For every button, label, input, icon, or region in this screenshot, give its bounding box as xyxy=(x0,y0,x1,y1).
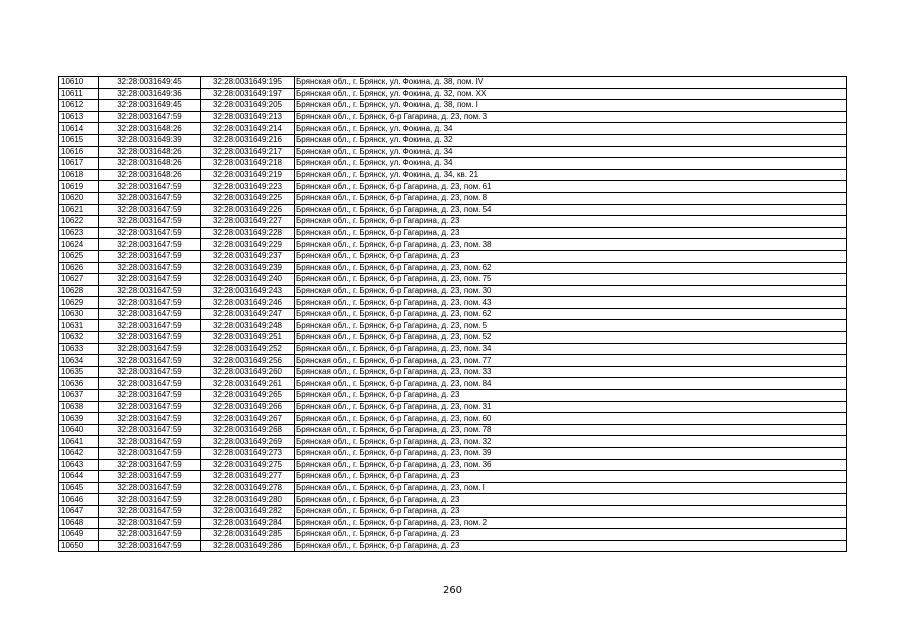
address-cell: Брянская обл., г. Брянск, б-р Гагарина, д. 23, пом. 5 xyxy=(295,320,847,332)
row-number-cell: 10632 xyxy=(59,332,99,344)
address-cell: Брянская обл., г. Брянск, б-р Гагарина, д. 23, пом. 39 xyxy=(295,448,847,460)
cadastral-number-cell: 32:28:0031649:225 xyxy=(201,192,295,204)
cadastral-number-cell: 32:28:0031649:237 xyxy=(201,250,295,262)
table-row xyxy=(59,482,847,494)
cadastral-registry-table xyxy=(58,76,847,552)
row-number-cell: 10631 xyxy=(59,320,99,332)
cadastral-number-cell: 32:28:0031649:277 xyxy=(201,471,295,483)
row-number-cell: 10627 xyxy=(59,274,99,286)
row-number-cell: 10621 xyxy=(59,204,99,216)
address-cell: Брянская обл., г. Брянск, б-р Гагарина, д. 23, пом. 84 xyxy=(295,378,847,390)
cadastral-number-cell: 32:28:0031649:256 xyxy=(201,355,295,367)
cadastral-number-cell: 32:28:0031649:265 xyxy=(201,390,295,402)
table-row xyxy=(59,192,847,204)
table-row xyxy=(59,239,847,251)
parent-cadastral-number-cell: 32:28:0031649:45 xyxy=(99,77,201,89)
parent-cadastral-number-cell: 32:28:0031649:45 xyxy=(99,100,201,112)
address-cell: Брянская обл., г. Брянск, ул. Фокина, д. 34 xyxy=(295,158,847,170)
row-number-cell: 10622 xyxy=(59,216,99,228)
cadastral-number-cell: 32:28:0031649:226 xyxy=(201,204,295,216)
parent-cadastral-number-cell: 32:28:0031647:59 xyxy=(99,471,201,483)
address-cell: Брянская обл., г. Брянск, б-р Гагарина, д. 23, пом. 54 xyxy=(295,204,847,216)
address-cell: Брянская обл., г. Брянск, б-р Гагарина, д. 23, пом. 78 xyxy=(295,424,847,436)
parent-cadastral-number-cell: 32:28:0031647:59 xyxy=(99,436,201,448)
table-row xyxy=(59,459,847,471)
row-number-cell: 10646 xyxy=(59,494,99,506)
table-row xyxy=(59,517,847,529)
address-cell: Брянская обл., г. Брянск, б-р Гагарина, д. 23 xyxy=(295,390,847,402)
parent-cadastral-number-cell: 32:28:0031648:26 xyxy=(99,123,201,135)
cadastral-number-cell: 32:28:0031649:280 xyxy=(201,494,295,506)
row-number-cell: 10648 xyxy=(59,517,99,529)
table-row xyxy=(59,204,847,216)
parent-cadastral-number-cell: 32:28:0031647:59 xyxy=(99,239,201,251)
parent-cadastral-number-cell: 32:28:0031647:59 xyxy=(99,459,201,471)
address-cell: Брянская обл., г. Брянск, б-р Гагарина, д. 23, пом. 36 xyxy=(295,459,847,471)
table-row xyxy=(59,250,847,262)
cadastral-number-cell: 32:28:0031649:285 xyxy=(201,529,295,541)
row-number-cell: 10640 xyxy=(59,424,99,436)
table-row xyxy=(59,494,847,506)
cadastral-number-cell: 32:28:0031649:217 xyxy=(201,146,295,158)
parent-cadastral-number-cell: 32:28:0031647:59 xyxy=(99,448,201,460)
cadastral-number-cell: 32:28:0031649:216 xyxy=(201,134,295,146)
table-row xyxy=(59,146,847,158)
row-number-cell: 10619 xyxy=(59,181,99,193)
cadastral-number-cell: 32:28:0031649:252 xyxy=(201,343,295,355)
row-number-cell: 10626 xyxy=(59,262,99,274)
parent-cadastral-number-cell: 32:28:0031647:59 xyxy=(99,111,201,123)
parent-cadastral-number-cell: 32:28:0031647:59 xyxy=(99,401,201,413)
table-row xyxy=(59,181,847,193)
row-number-cell: 10633 xyxy=(59,343,99,355)
table-row xyxy=(59,366,847,378)
address-cell: Брянская обл., г. Брянск, ул. Фокина, д. 34, кв. 21 xyxy=(295,169,847,181)
table-row xyxy=(59,274,847,286)
row-number-cell: 10624 xyxy=(59,239,99,251)
row-number-cell: 10650 xyxy=(59,540,99,552)
table-row xyxy=(59,88,847,100)
address-cell: Брянская обл., г. Брянск, б-р Гагарина, д. 23 xyxy=(295,505,847,517)
row-number-cell: 10641 xyxy=(59,436,99,448)
address-cell: Брянская обл., г. Брянск, б-р Гагарина, д. 23, пом. 31 xyxy=(295,401,847,413)
table-row xyxy=(59,285,847,297)
row-number-cell: 10613 xyxy=(59,111,99,123)
table-row xyxy=(59,355,847,367)
parent-cadastral-number-cell: 32:28:0031647:59 xyxy=(99,308,201,320)
parent-cadastral-number-cell: 32:28:0031647:59 xyxy=(99,262,201,274)
parent-cadastral-number-cell: 32:28:0031647:59 xyxy=(99,320,201,332)
address-cell: Брянская обл., г. Брянск, б-р Гагарина, д. 23, пом. 52 xyxy=(295,332,847,344)
parent-cadastral-number-cell: 32:28:0031647:59 xyxy=(99,204,201,216)
cadastral-number-cell: 32:28:0031649:229 xyxy=(201,239,295,251)
row-number-cell: 10629 xyxy=(59,297,99,309)
row-number-cell: 10644 xyxy=(59,471,99,483)
cadastral-number-cell: 32:28:0031649:251 xyxy=(201,332,295,344)
table-row xyxy=(59,134,847,146)
table-row xyxy=(59,401,847,413)
cadastral-number-cell: 32:28:0031649:213 xyxy=(201,111,295,123)
cadastral-number-cell: 32:28:0031649:214 xyxy=(201,123,295,135)
table-row xyxy=(59,540,847,552)
table-row xyxy=(59,413,847,425)
cadastral-number-cell: 32:28:0031649:195 xyxy=(201,77,295,89)
address-cell: Брянская обл., г. Брянск, ул. Фокина, д. 32 xyxy=(295,134,847,146)
parent-cadastral-number-cell: 32:28:0031647:59 xyxy=(99,192,201,204)
table-row xyxy=(59,169,847,181)
parent-cadastral-number-cell: 32:28:0031647:59 xyxy=(99,274,201,286)
row-number-cell: 10642 xyxy=(59,448,99,460)
parent-cadastral-number-cell: 32:28:0031647:59 xyxy=(99,355,201,367)
parent-cadastral-number-cell: 32:28:0031648:26 xyxy=(99,158,201,170)
row-number-cell: 10618 xyxy=(59,169,99,181)
address-cell: Брянская обл., г. Брянск, ул. Фокина, д. 32, пом. XX xyxy=(295,88,847,100)
row-number-cell: 10645 xyxy=(59,482,99,494)
table-row xyxy=(59,158,847,170)
table-row xyxy=(59,111,847,123)
parent-cadastral-number-cell: 32:28:0031647:59 xyxy=(99,378,201,390)
cadastral-number-cell: 32:28:0031649:275 xyxy=(201,459,295,471)
address-cell: Брянская обл., г. Брянск, ул. Фокина, д. 38, пом. IV xyxy=(295,77,847,89)
cadastral-number-cell: 32:28:0031649:278 xyxy=(201,482,295,494)
address-cell: Брянская обл., г. Брянск, б-р Гагарина, д. 23, пом. 3 xyxy=(295,111,847,123)
cadastral-number-cell: 32:28:0031649:261 xyxy=(201,378,295,390)
cadastral-number-cell: 32:28:0031649:219 xyxy=(201,169,295,181)
table-row xyxy=(59,332,847,344)
row-number-cell: 10617 xyxy=(59,158,99,170)
table-row xyxy=(59,448,847,460)
table-row xyxy=(59,320,847,332)
cadastral-number-cell: 32:28:0031649:239 xyxy=(201,262,295,274)
row-number-cell: 10610 xyxy=(59,77,99,89)
parent-cadastral-number-cell: 32:28:0031647:59 xyxy=(99,517,201,529)
table-row xyxy=(59,424,847,436)
row-number-cell: 10615 xyxy=(59,134,99,146)
address-cell: Брянская обл., г. Брянск, б-р Гагарина, д. 23, пом. 8 xyxy=(295,192,847,204)
address-cell: Брянская обл., г. Брянск, б-р Гагарина, д. 23 xyxy=(295,529,847,541)
parent-cadastral-number-cell: 32:28:0031647:59 xyxy=(99,390,201,402)
parent-cadastral-number-cell: 32:28:0031647:59 xyxy=(99,366,201,378)
row-number-cell: 10634 xyxy=(59,355,99,367)
row-number-cell: 10628 xyxy=(59,285,99,297)
parent-cadastral-number-cell: 32:28:0031649:36 xyxy=(99,88,201,100)
address-cell: Брянская обл., г. Брянск, б-р Гагарина, д. 23 xyxy=(295,540,847,552)
address-cell: Брянская обл., г. Брянск, б-р Гагарина, д. 23, пом. 33 xyxy=(295,366,847,378)
parent-cadastral-number-cell: 32:28:0031647:59 xyxy=(99,540,201,552)
row-number-cell: 10639 xyxy=(59,413,99,425)
address-cell: Брянская обл., г. Брянск, б-р Гагарина, д. 23, пом. 30 xyxy=(295,285,847,297)
row-number-cell: 10637 xyxy=(59,390,99,402)
parent-cadastral-number-cell: 32:28:0031647:59 xyxy=(99,227,201,239)
table-row xyxy=(59,471,847,483)
cadastral-number-cell: 32:28:0031649:246 xyxy=(201,297,295,309)
address-cell: Брянская обл., г. Брянск, б-р Гагарина, д. 23, пом. 34 xyxy=(295,343,847,355)
address-cell: Брянская обл., г. Брянск, б-р Гагарина, д. 23 xyxy=(295,216,847,228)
cadastral-number-cell: 32:28:0031649:197 xyxy=(201,88,295,100)
cadastral-number-cell: 32:28:0031649:273 xyxy=(201,448,295,460)
cadastral-number-cell: 32:28:0031649:240 xyxy=(201,274,295,286)
address-cell: Брянская обл., г. Брянск, ул. Фокина, д. 38, пом. I xyxy=(295,100,847,112)
table-row xyxy=(59,343,847,355)
address-cell: Брянская обл., г. Брянск, б-р Гагарина, д. 23 xyxy=(295,471,847,483)
row-number-cell: 10635 xyxy=(59,366,99,378)
parent-cadastral-number-cell: 32:28:0031648:26 xyxy=(99,169,201,181)
cadastral-number-cell: 32:28:0031649:286 xyxy=(201,540,295,552)
parent-cadastral-number-cell: 32:28:0031647:59 xyxy=(99,505,201,517)
address-cell: Брянская обл., г. Брянск, б-р Гагарина, д. 23, пом. 62 xyxy=(295,262,847,274)
cadastral-number-cell: 32:28:0031649:205 xyxy=(201,100,295,112)
address-cell: Брянская обл., г. Брянск, б-р Гагарина, д. 23, пом. 61 xyxy=(295,181,847,193)
address-cell: Брянская обл., г. Брянск, б-р Гагарина, д. 23, пом. 2 xyxy=(295,517,847,529)
row-number-cell: 10616 xyxy=(59,146,99,158)
cadastral-number-cell: 32:28:0031649:223 xyxy=(201,181,295,193)
row-number-cell: 10638 xyxy=(59,401,99,413)
address-cell: Брянская обл., г. Брянск, б-р Гагарина, д. 23, пом. 38 xyxy=(295,239,847,251)
address-cell: Брянская обл., г. Брянск, б-р Гагарина, д. 23, пом. I xyxy=(295,482,847,494)
table-row xyxy=(59,529,847,541)
row-number-cell: 10623 xyxy=(59,227,99,239)
cadastral-number-cell: 32:28:0031649:266 xyxy=(201,401,295,413)
table-row xyxy=(59,100,847,112)
table-row xyxy=(59,216,847,228)
parent-cadastral-number-cell: 32:28:0031647:59 xyxy=(99,181,201,193)
row-number-cell: 10614 xyxy=(59,123,99,135)
parent-cadastral-number-cell: 32:28:0031647:59 xyxy=(99,482,201,494)
address-cell: Брянская обл., г. Брянск, б-р Гагарина, д. 23, пом. 75 xyxy=(295,274,847,286)
table-row xyxy=(59,227,847,239)
cadastral-number-cell: 32:28:0031649:218 xyxy=(201,158,295,170)
address-cell: Брянская обл., г. Брянск, б-р Гагарина, д. 23 xyxy=(295,227,847,239)
row-number-cell: 10625 xyxy=(59,250,99,262)
cadastral-number-cell: 32:28:0031649:228 xyxy=(201,227,295,239)
row-number-cell: 10649 xyxy=(59,529,99,541)
cadastral-number-cell: 32:28:0031649:260 xyxy=(201,366,295,378)
cadastral-number-cell: 32:28:0031649:243 xyxy=(201,285,295,297)
cadastral-number-cell: 32:28:0031649:282 xyxy=(201,505,295,517)
address-cell: Брянская обл., г. Брянск, б-р Гагарина, д. 23, пом. 43 xyxy=(295,297,847,309)
cadastral-number-cell: 32:28:0031649:247 xyxy=(201,308,295,320)
parent-cadastral-number-cell: 32:28:0031649:39 xyxy=(99,134,201,146)
page-number: 260 xyxy=(442,585,463,596)
table-row xyxy=(59,77,847,89)
address-cell: Брянская обл., г. Брянск, б-р Гагарина, д. 23, пом. 62 xyxy=(295,308,847,320)
row-number-cell: 10636 xyxy=(59,378,99,390)
cadastral-number-cell: 32:28:0031649:267 xyxy=(201,413,295,425)
address-cell: Брянская обл., г. Брянск, ул. Фокина, д. 34 xyxy=(295,146,847,158)
table-row xyxy=(59,262,847,274)
parent-cadastral-number-cell: 32:28:0031647:59 xyxy=(99,413,201,425)
row-number-cell: 10612 xyxy=(59,100,99,112)
cadastral-number-cell: 32:28:0031649:269 xyxy=(201,436,295,448)
address-cell: Брянская обл., г. Брянск, б-р Гагарина, д. 23 xyxy=(295,250,847,262)
parent-cadastral-number-cell: 32:28:0031647:59 xyxy=(99,216,201,228)
row-number-cell: 10630 xyxy=(59,308,99,320)
row-number-cell: 10620 xyxy=(59,192,99,204)
parent-cadastral-number-cell: 32:28:0031647:59 xyxy=(99,424,201,436)
table-row xyxy=(59,308,847,320)
table-row xyxy=(59,390,847,402)
parent-cadastral-number-cell: 32:28:0031647:59 xyxy=(99,529,201,541)
address-cell: Брянская обл., г. Брянск, б-р Гагарина, д. 23, пом. 32 xyxy=(295,436,847,448)
parent-cadastral-number-cell: 32:28:0031647:59 xyxy=(99,332,201,344)
parent-cadastral-number-cell: 32:28:0031647:59 xyxy=(99,494,201,506)
address-cell: Брянская обл., г. Брянск, б-р Гагарина, д. 23, пом. 60 xyxy=(295,413,847,425)
row-number-cell: 10611 xyxy=(59,88,99,100)
cadastral-number-cell: 32:28:0031649:248 xyxy=(201,320,295,332)
parent-cadastral-number-cell: 32:28:0031647:59 xyxy=(99,250,201,262)
table-row xyxy=(59,123,847,135)
registry-table-body xyxy=(59,77,847,552)
address-cell: Брянская обл., г. Брянск, б-р Гагарина, д. 23, пом. 77 xyxy=(295,355,847,367)
table-row xyxy=(59,436,847,448)
parent-cadastral-number-cell: 32:28:0031647:59 xyxy=(99,297,201,309)
row-number-cell: 10647 xyxy=(59,505,99,517)
table-row xyxy=(59,297,847,309)
table-row xyxy=(59,505,847,517)
address-cell: Брянская обл., г. Брянск, ул. Фокина, д. 34 xyxy=(295,123,847,135)
cadastral-number-cell: 32:28:0031649:284 xyxy=(201,517,295,529)
cadastral-number-cell: 32:28:0031649:227 xyxy=(201,216,295,228)
parent-cadastral-number-cell: 32:28:0031647:59 xyxy=(99,343,201,355)
cadastral-number-cell: 32:28:0031649:268 xyxy=(201,424,295,436)
parent-cadastral-number-cell: 32:28:0031648:26 xyxy=(99,146,201,158)
parent-cadastral-number-cell: 32:28:0031647:59 xyxy=(99,285,201,297)
table-row xyxy=(59,378,847,390)
row-number-cell: 10643 xyxy=(59,459,99,471)
address-cell: Брянская обл., г. Брянск, б-р Гагарина, д. 23 xyxy=(295,494,847,506)
